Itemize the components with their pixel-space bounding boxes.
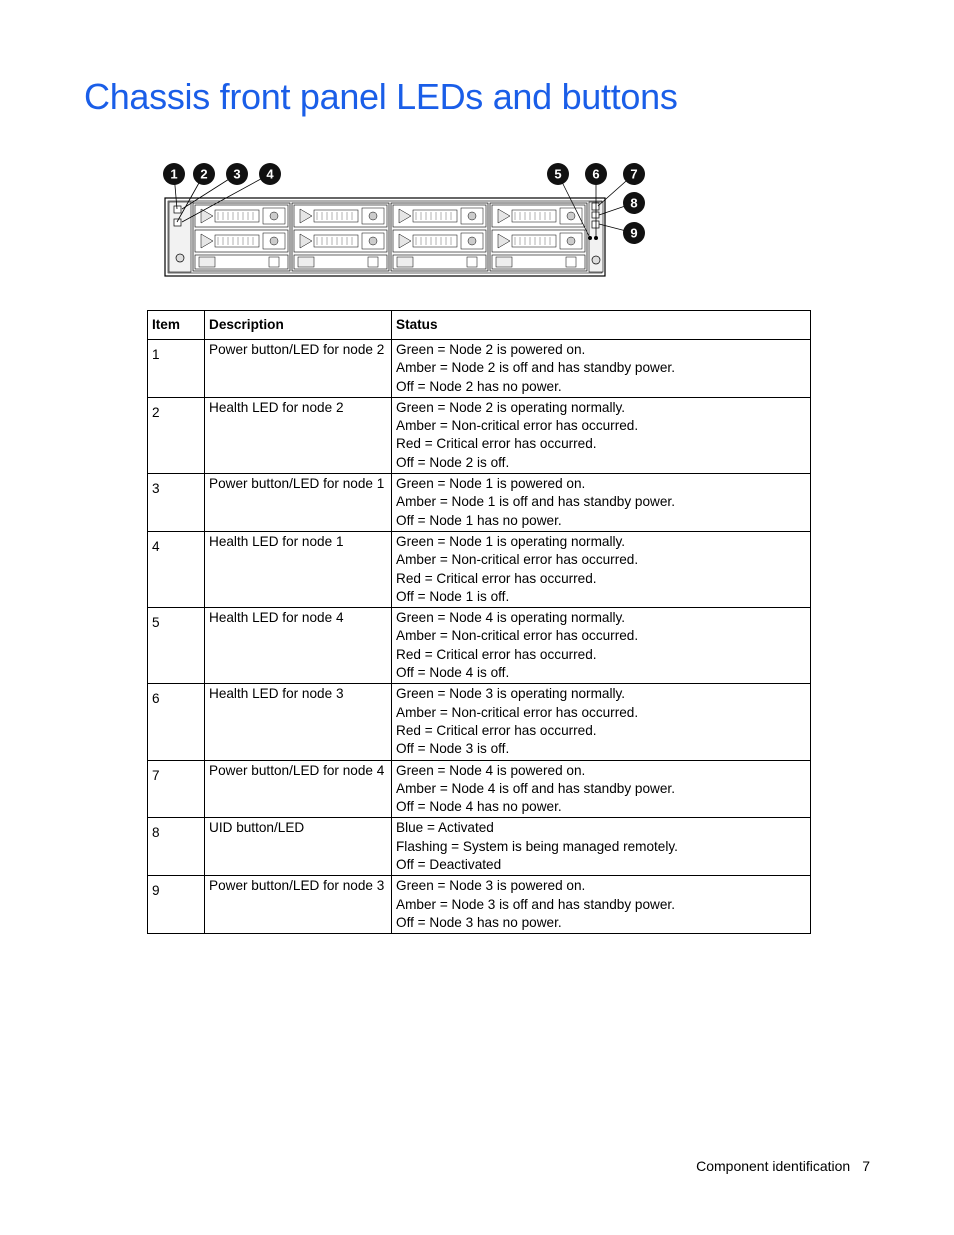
chassis-illustration [155,158,655,280]
status-line: Amber = Node 3 is off and has standby power. [396,896,675,912]
table-row [148,340,811,398]
drive-led [369,212,377,220]
drive-led [567,212,575,220]
node-pull-tab [397,257,413,267]
row-item: 8 [148,818,205,876]
power-button-node1-mark [174,219,181,226]
row-status [392,531,811,607]
drive-handle [215,235,259,247]
power-button-node4-mark [592,203,599,210]
status-line: Off = Node 3 has no power. [396,914,562,930]
callout-label: 4 [266,166,274,182]
status-line: Amber = Non-critical error has occurred. [396,418,639,434]
status-line: Off = Node 2 has no power. [396,378,562,394]
drive-handle [512,235,556,247]
status-line: Green = Node 4 is powered on. [396,762,586,778]
node-label-block [467,257,477,267]
row-status [392,608,811,684]
header-status: Status [392,311,811,340]
status-line: Amber = Node 2 is off and has standby power. [396,360,675,376]
callout-label: 3 [233,166,241,182]
status-line: Green = Node 1 is operating normally. [396,533,626,549]
row-item: 7 [148,760,205,818]
status-line: Green = Node 4 is operating normally. [396,610,626,626]
status-line: Green = Node 3 is powered on. [396,878,586,894]
drive-led [369,237,377,245]
status-line: Amber = Node 1 is off and has standby power. [396,494,675,510]
row-description: Health LED for node 4 [205,608,392,684]
table-header-row [148,311,811,340]
header-description: Description [205,311,392,340]
table-row [148,818,811,876]
table-row [148,684,811,760]
header-item: Item [148,311,205,340]
status-line: Off = Node 3 is off. [396,741,510,757]
table-row [148,474,811,532]
status-line: Green = Node 2 is powered on. [396,342,586,357]
callout-label: 7 [630,166,638,182]
status-line: Green = Node 3 is operating normally. [396,686,626,702]
node-pull-tab [496,257,512,267]
drive-handle [413,210,457,222]
row-item: 5 [148,608,205,684]
row-item: 4 [148,531,205,607]
table-row [148,760,811,818]
drive-handle [413,235,457,247]
node-label-block [566,257,576,267]
table-body [148,340,811,934]
callout-label: 5 [554,166,562,182]
drive-handle [215,210,259,222]
right-ear-screw [592,256,600,264]
table-row [148,531,811,607]
callout-label: 8 [630,195,638,211]
status-line: Blue = Activated [396,820,494,836]
row-description: Health LED for node 1 [205,531,392,607]
callout-label: 2 [200,166,208,182]
status-line: Red = Critical error has occurred. [396,722,597,738]
row-status [392,397,811,473]
row-item: 6 [148,684,205,760]
callout-label: 6 [592,166,600,182]
status-line: Flashing = System is being managed remotely. [396,838,678,854]
row-item: 9 [148,876,205,934]
drive-handle [314,210,358,222]
row-description: Power button/LED for node 3 [205,876,392,934]
page-title: Chassis front panel LEDs and buttons [84,76,678,117]
drive-led [468,212,476,220]
page-number: 7 [862,1158,870,1174]
drive-led [270,212,278,220]
chassis-front-panel-figure [155,158,655,280]
drive-led [567,237,575,245]
row-status [392,876,811,934]
status-line: Off = Deactivated [396,857,502,873]
status-line: Red = Critical error has occurred. [396,436,597,452]
callout-label: 1 [170,166,178,182]
row-status [392,474,811,532]
drive-handle [512,210,556,222]
uid-button-mark [592,212,599,218]
callout-label: 9 [630,225,638,241]
drive-handle [314,235,358,247]
row-status [392,818,811,876]
status-line: Green = Node 2 is operating normally. [396,399,626,415]
led-button-table [147,310,811,934]
row-item: 3 [148,474,205,532]
status-line: Off = Node 4 is off. [396,665,510,681]
status-line: Off = Node 1 has no power. [396,512,562,528]
status-line: Amber = Non-critical error has occurred. [396,552,639,568]
table-row [148,397,811,473]
row-status [392,760,811,818]
status-line: Amber = Non-critical error has occurred. [396,704,639,720]
row-description: Power button/LED for node 1 [205,474,392,532]
row-status [392,684,811,760]
row-item: 2 [148,397,205,473]
drive-led [468,237,476,245]
page-footer [696,1158,870,1174]
node-label-block [269,257,279,267]
status-line: Amber = Non-critical error has occurred. [396,628,639,644]
node-label-block [368,257,378,267]
node-pull-tab [199,257,215,267]
row-status [392,340,811,398]
left-ear-screw [176,254,184,262]
table-row [148,876,811,934]
drive-led [270,237,278,245]
status-line: Red = Critical error has occurred. [396,570,597,586]
power-button-node3-mark [592,221,599,228]
row-description: UID button/LED [205,818,392,876]
status-line: Off = Node 1 is off. [396,588,510,604]
status-line: Red = Critical error has occurred. [396,646,597,662]
row-description: Health LED for node 3 [205,684,392,760]
status-line: Off = Node 2 is off. [396,454,510,470]
row-description: Health LED for node 2 [205,397,392,473]
status-line: Green = Node 1 is powered on. [396,476,586,492]
footer-section: Component identification [696,1158,851,1174]
row-description: Power button/LED for node 2 [205,340,392,398]
table-row [148,608,811,684]
row-item: 1 [148,340,205,398]
status-line: Off = Node 4 has no power. [396,799,562,815]
power-button-node2-mark [174,206,181,213]
status-line: Amber = Node 4 is off and has standby power. [396,780,675,796]
node-pull-tab [298,257,314,267]
row-description: Power button/LED for node 4 [205,760,392,818]
